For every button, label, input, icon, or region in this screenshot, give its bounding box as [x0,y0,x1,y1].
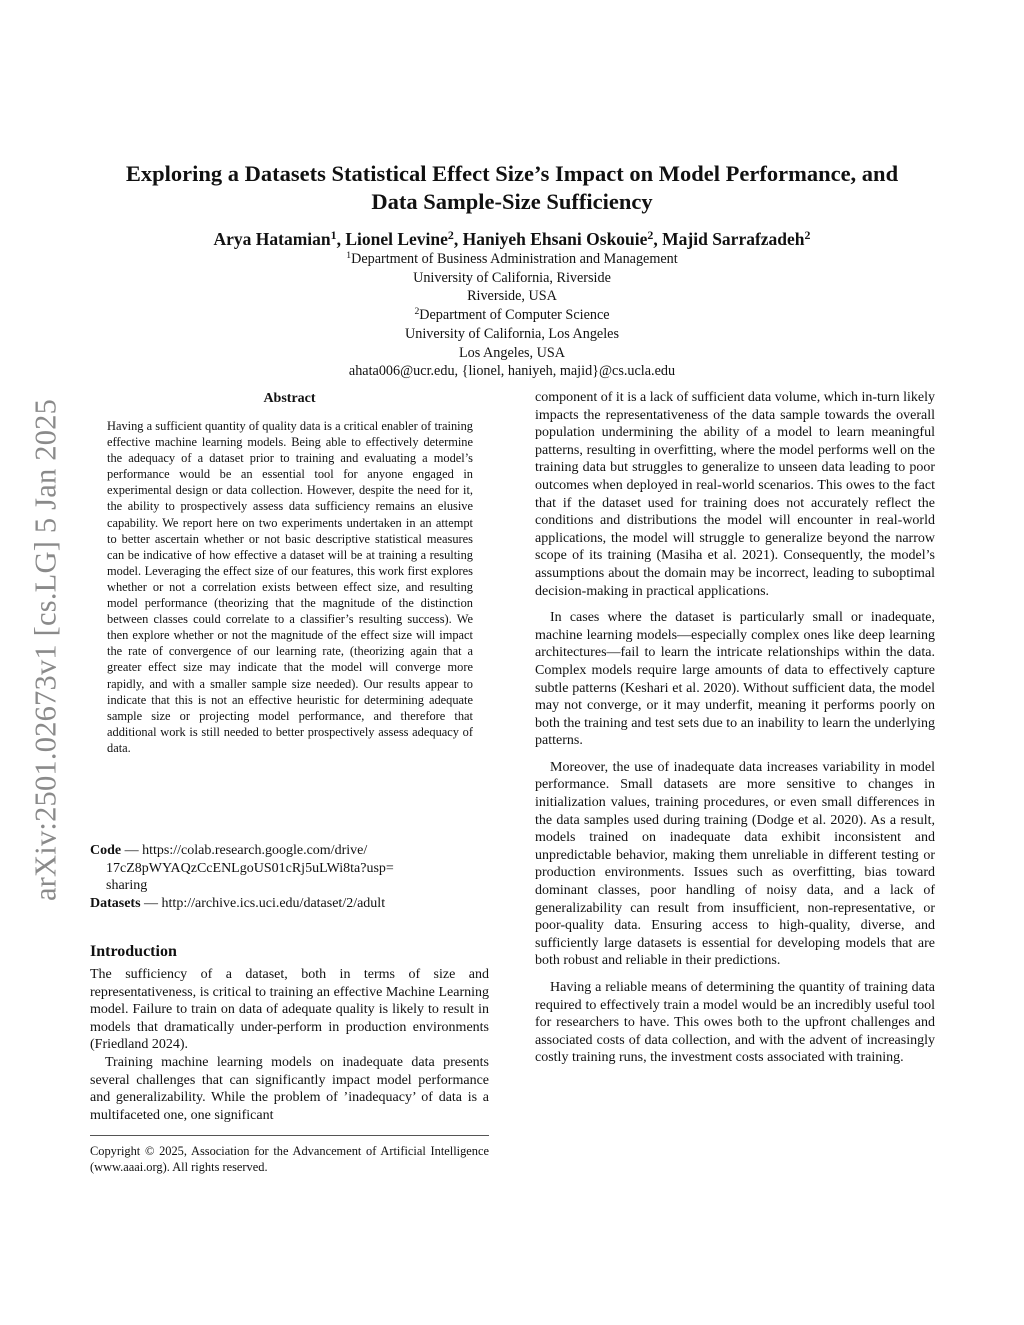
author-affiliation-mark: 2 [804,228,811,243]
datasets-link-row [90,895,489,913]
abstract-body [107,418,473,756]
author-name: Majid Sarrafzadeh [662,229,805,249]
author-affiliation-mark: 1 [330,228,337,243]
author-name: Arya Hatamian [213,229,331,249]
datasets-label: Datasets [90,895,141,911]
author-affiliation-mark: 2 [647,228,654,243]
intro-paragraph-2-continued: component of it is a lack of sufficient data volume, which in-turn likely impacts the representativeness of the data sample towards the overall population undermining the ability of a model to learn meaningful patterns, resulting in overfitting, where the model performs well on the training data but struggles to generalize to unseen data leading to poor outcomes when deployed in real-world scenarios. This owes to the fact that if the dataset used for training does not accurately reflect the conditions and distributions the model will encounter in real-world applications, the model will struggle to generalize beyond the narrow scope of its training (Masiha et al. 2021). Consequently, the model’s assumptions about the domain may be incorrect, leading to suboptimal decision-making in practical applications. [535,390,935,599]
code-url-line-3[interactable]: sharing [106,878,148,893]
author-separator: , [453,229,463,249]
code-url-line-1[interactable]: https://colab.research.google.com/drive/ [142,843,368,858]
intro-paragraph-4: Moreover, the use of inadequate data increases variability in model performance. Small datasets are more sensitive to changes in initialization values, training procedures, or even small differences in the data samples used during training (Dodge et al. 2020). As a result, models trained on inadequate data exhibit inconsistent and unpredictable behavior, making them unreliable in different testing or production environments. Issues such as overfitting, bias toward dominant classes, poor handling of noisy data, and a lack of generalizability can result from insufficient, non-representative, or poor-quality data. Ensuring access to high-quality, diverse, and sufficiently large datasets is essential for developing models that are both robust and reliable in their predictions. [535,759,935,969]
code-label: Code [90,843,122,858]
introduction-heading: Introduction [90,943,177,960]
affiliation-text: Department of Business Administration and Management [351,251,678,267]
introduction-body [90,966,489,1124]
author-separator: , [653,229,663,249]
affiliation-1-location: Riverside, USA [467,288,557,305]
resource-links [90,842,489,912]
title-line-1: Exploring a Datasets Statistical Effect Size’s Impact on Model Performance, and [125,161,899,186]
affiliation-2-university: University of California, Los Angeles [405,325,619,342]
affiliation-2-location: Los Angeles, USA [458,344,565,361]
affiliation-1-department [60,250,964,269]
author-affiliation-mark: 2 [447,228,454,243]
copyright-footnote: Copyright © 2025, Association for the Advancement of Artificial Intelligence (www.aaai.org). All rights reserved. [90,1144,489,1174]
author-name: Lionel Levine [345,229,448,249]
abstract-heading: Abstract [263,391,316,406]
intro-paragraph-3: In cases where the dataset is particularly small or inadequate, machine learning models—especially complex ones like deep learning architectures—fail to learn the intricate relationships within the data. Complex models require large amounts of data to effectively capture subtle patterns (Keshari et al. 2020). Without sufficient data, the model may not converge, or it may underfit, meaning it performs poorly on both the training and test sets due to an inability to learn the underlying patterns. [535,610,935,749]
affiliations [60,250,964,381]
intro-paragraph-5: Having a reliable means of determining the quantity of training data required to effectively train a model would be an incredibly useful tool for researchers to have. This owes both to the upfront challenges and associated costs of data collection, and with the advent of increasingly costly training runs, the investment costs associated with training. [535,980,935,1066]
datasets-separator: — [140,895,162,911]
author-list [60,228,964,250]
affiliation-2-department [60,306,964,325]
affiliation-mark: 2 [414,306,420,318]
author-separator: , [336,229,346,249]
affiliation-text: Department of Computer Science [419,307,610,324]
author-emails: ahata006@ucr.edu, {lionel, haniyeh, majid}@cs.ucla.edu [348,363,676,380]
title-line-2: Data Sample-Size Sufficiency [371,189,653,214]
arxiv-stamp: arXiv:2501.02673v1 [cs.LG] 5 Jan 2025 [28,398,63,902]
intro-paragraph-1: The sufficiency of a dataset, both in terms of size and representativeness, is critical to training an effective Machine Learning model. Failure to train on data of adequate quality is likely to result in models that dramatically under-perform in production environments (Friedland 2024). [90,967,489,1053]
author-name: Haniyeh Ehsani Oskouie [462,229,648,249]
code-link-row [90,842,489,895]
affiliation-mark: 1 [346,250,352,262]
code-separator: — [121,843,143,858]
abstract-text: Having a sufficient quantity of quality data is a critical enabler of training effective machine learning models. Being able to effectively determine the adequacy of a dataset prior to training and evaluating a model’s performance would be an essential tool for anyone engaged in experimental design or data collection. However, despite the need for it, the ability to prospectively assess data sufficiency remains an elusive capability. We report here on two experiments undertaken in an attempt to better ascertain whether or not basic descriptive statistical measures can be indicative of how effective a dataset will be at training a resulting model. Leveraging the effect size of our features, this work first explores whether or not a correlation exists between effect size, and resulting model performance (theorizing that the magnitude of the distinction between classes could correlate to a classifier’s resulting success). We then explore whether or not the magnitude of the effect size will impact the rate of convergence of our learning rate, (theorizing again that a greater effect size may indicate that the model will converge more rapidly, and with a smaller sample size needed). Our results appear to indicate that this is not an effective heuristic for determining adequate sample size or projecting model performance, and therefore that additional work is still needed to better prospectively assess adequacy of data. [107,419,473,755]
affiliation-1-university: University of California, Riverside [413,269,611,286]
paper-title [60,160,964,216]
datasets-url[interactable]: http://archive.ics.uci.edu/dataset/2/adult [161,895,386,911]
footnote-divider [90,1135,489,1136]
code-url-line-2[interactable]: 17cZ8pWYAQzCcENLgoUS01cRj5uLWi8ta?usp= [106,860,394,876]
intro-paragraph-2: Training machine learning models on inadequate data presents several challenges that can significantly impact model performance and generalizability. While the problem of ’inadequacy’ of data is a multifaceted one, one significant [90,1054,489,1123]
right-column-body [535,389,935,1067]
